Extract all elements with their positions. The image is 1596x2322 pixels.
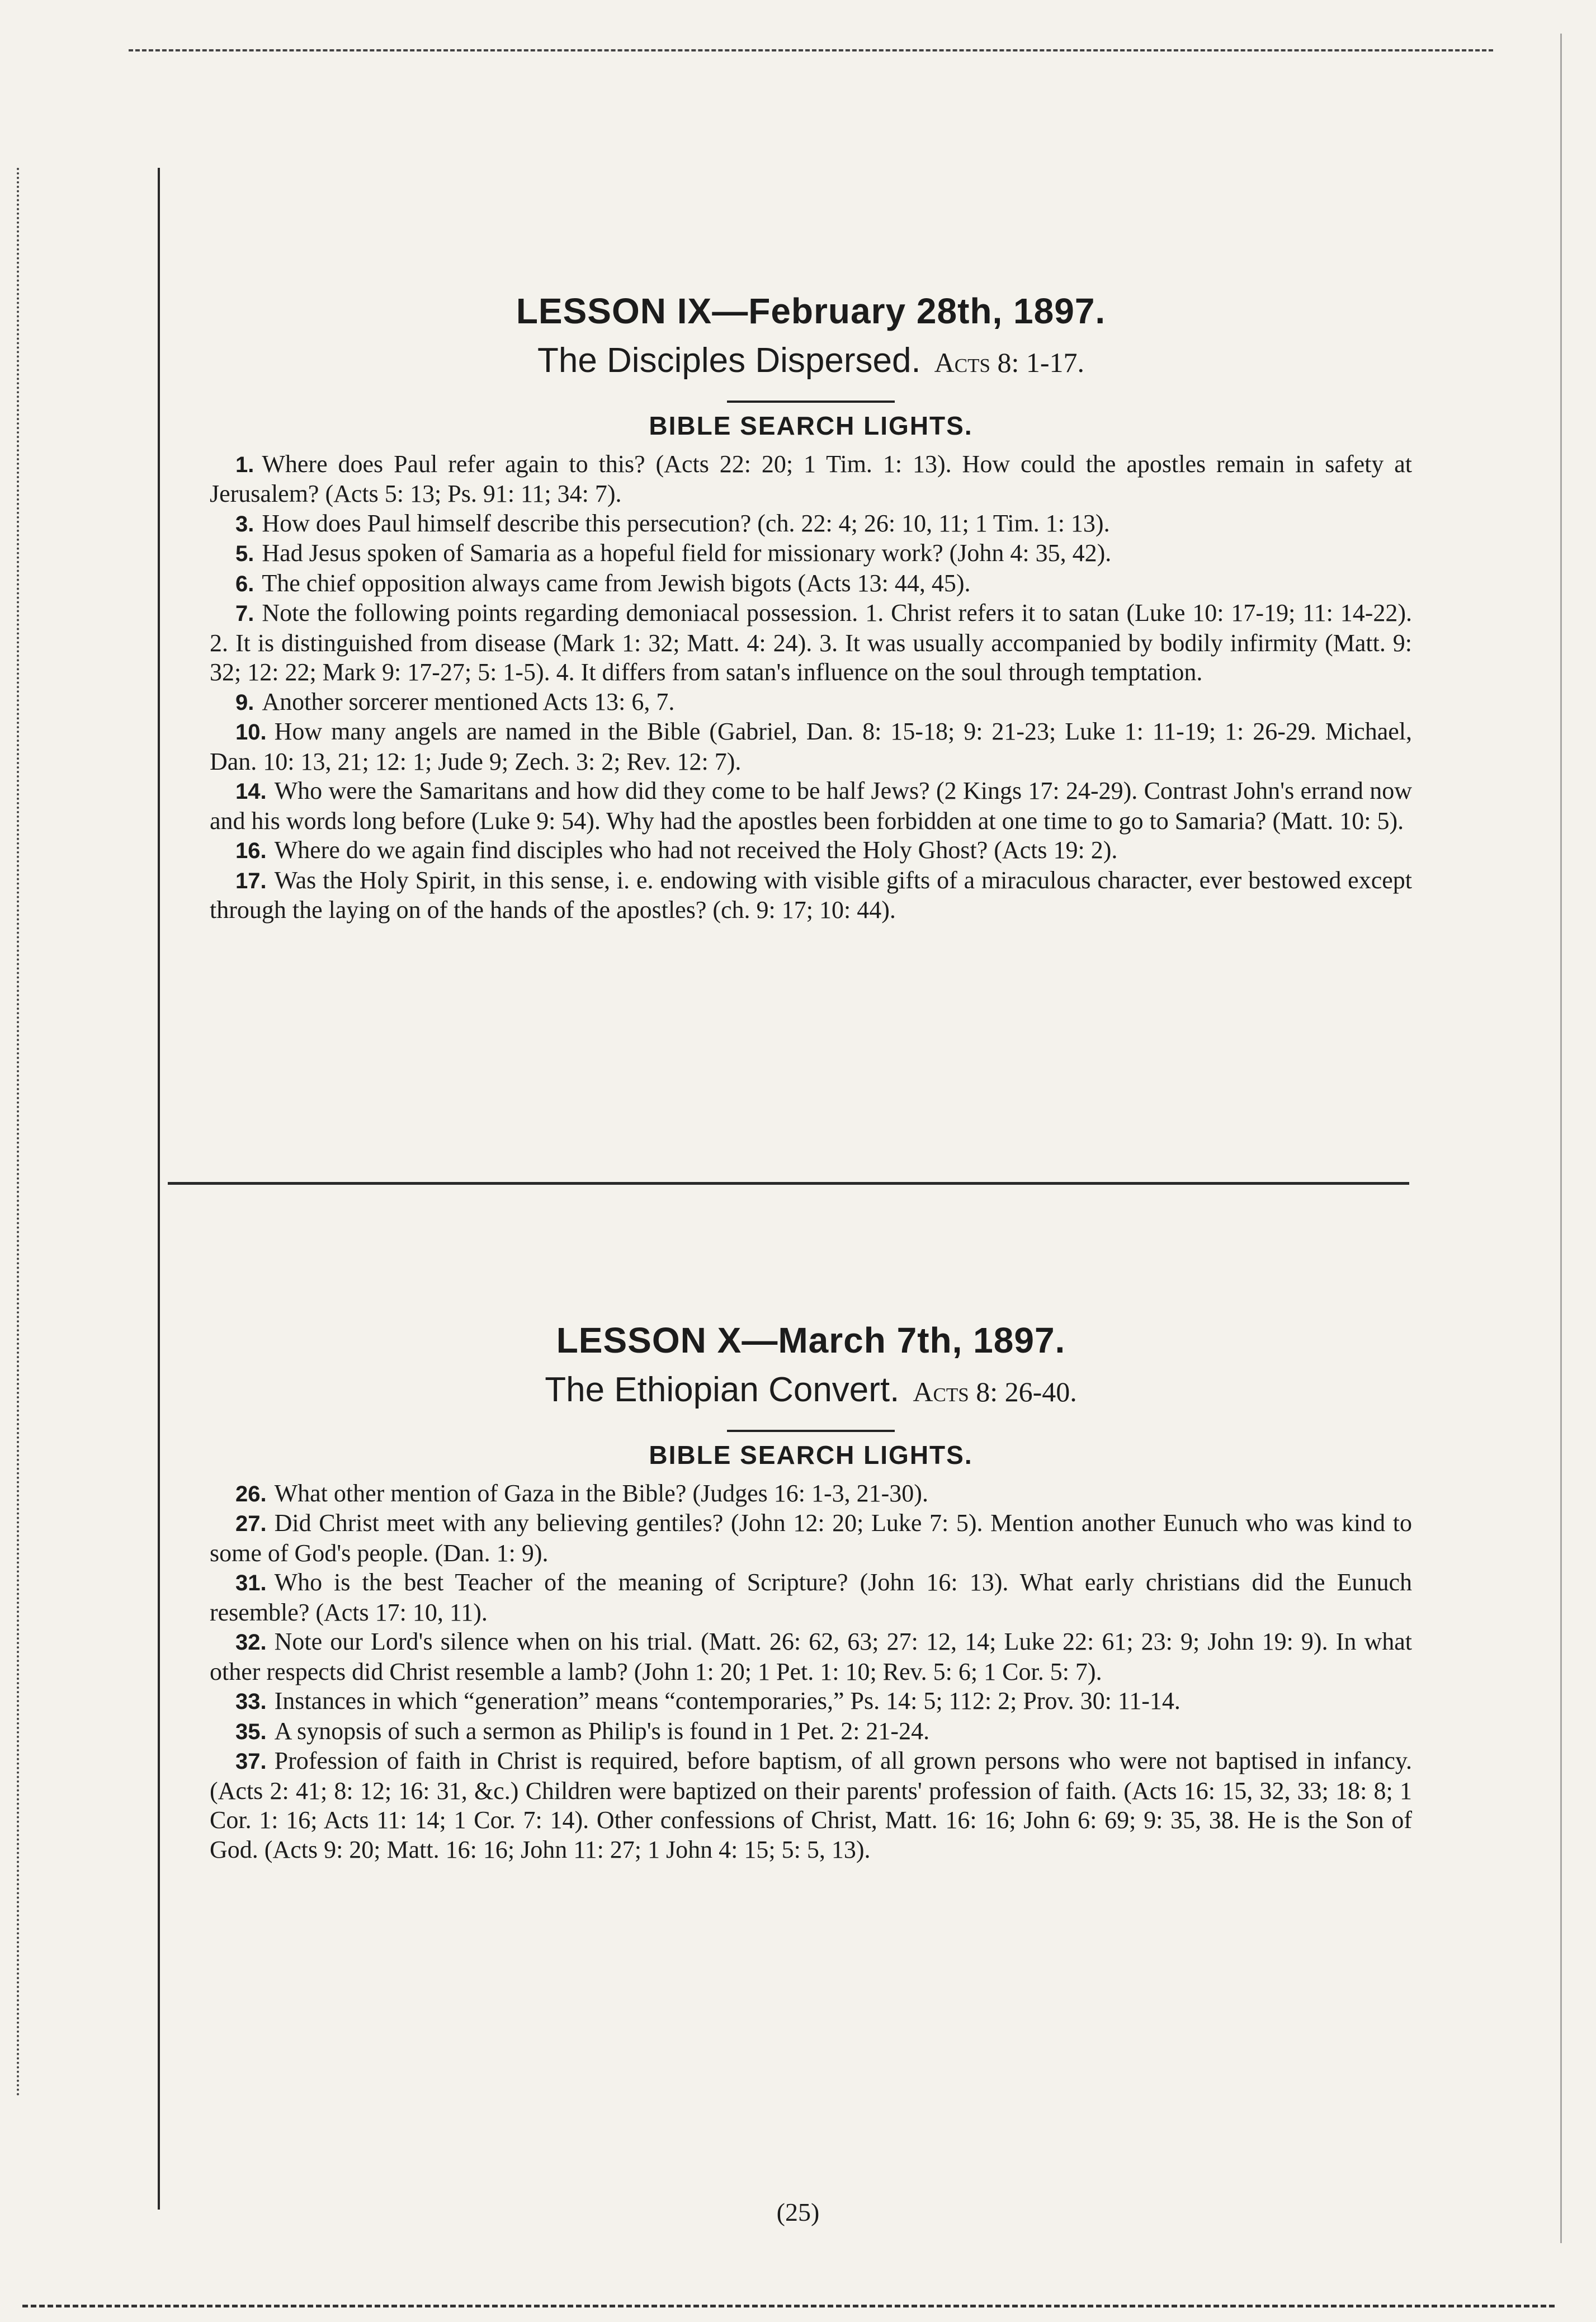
lesson-x-subtitle [210,1369,1412,1411]
lesson-x-subtitle-main: The Ethiopian Convert. [545,1370,900,1409]
bottom-border-line [22,2305,1555,2307]
item-text: Who is the best Teacher of the meaning of Scripture? (John 16: 13). What early christians did the Eunuch resemble? (Acts 17: 10, 11). [210,1569,1412,1626]
list-item [210,866,1412,925]
list-item [210,717,1412,776]
item-text: Who were the Samaritans and how did they come to be half Jews? (2 Kings 17: 24-29). Contrast John's errand now and his words long before (Luke 9: 54). Why had the apostles been forbidden at one time to go to Samaria? (Matt. 10: 5). [210,777,1412,835]
item-number: 3. [235,511,254,536]
list-item [210,1627,1412,1687]
list-item [210,509,1412,539]
item-text: Profession of faith in Christ is required, before baptism, of all grown persons who were not baptised in infancy. (Acts 2: 41; 8: 12; 16: 31, &c.) Children were baptized on their parents' profession of faith. (Acts 16: 15, 32, 33; 18: 8; 1 Cor. 1: 16; Acts 11: 14; 1 Cor. 7: 14). Other confessions of Christ, Matt. 16: 16; John 6: 69; 9: 35, 38. He is the Son of God. (Acts 9: 20; Matt. 16: 16; John 11: 27; 1 John 4: 15; 5: 5, 13). [210,1747,1412,1863]
item-number: 17. [235,868,267,893]
item-text: Note the following points regarding demoniacal possession. 1. Christ refers it to satan (Luke 10: 17-19; 11: 14-22). 2. It is distinguished from disease (Mark 1: 32; Matt. 4: 24). 3. It was usually accompanied by bodily infirmity (Matt. 9: 32; 12: 22; Mark 9: 17-27; 5: 1-5). 4. It differs from satan's influence on the soul through temptation. [210,599,1412,686]
list-item [210,539,1412,569]
item-number: 35. [235,1719,267,1744]
list-item [210,569,1412,599]
item-text: Was the Holy Spirit, in this sense, i. e. endowing with visible gifts of a miraculous character, ever bestowed except through the laying on of the hands of the apostles? (ch. 9: 17; 10: 44). [210,866,1412,924]
item-number: 6. [235,571,254,596]
item-number: 32. [235,1630,267,1655]
list-item [210,450,1412,509]
item-text: Did Christ meet with any believing gentiles? (John 12: 20; Luke 7: 5). Mention another Eunuch who was kind to some of God's people. (Dan. 1: 9). [210,1509,1412,1567]
list-item [210,1687,1412,1717]
item-text: Where do we again find disciples who had not received the Holy Ghost? (Acts 19: 2). [274,836,1118,864]
right-page-edge [1560,34,1562,2243]
list-item [210,687,1412,718]
item-text: Had Jesus spoken of Samaria as a hopeful field for missionary work? (John 4: 35, 42). [262,539,1112,567]
item-text: Where does Paul refer again to this? (Acts 22: 20; 1 Tim. 1: 13). How could the apostles remain in safety at Jerusalem? (Acts 5: 13; Ps. 91: 11; 34: 7). [210,450,1412,508]
heading-rule [727,1430,895,1432]
lesson-x-section-heading: BIBLE SEARCH LIGHTS. [649,1440,973,1469]
list-item [210,1568,1412,1627]
list-item [210,1509,1412,1568]
item-text: The chief opposition always came from Jewish bigots (Acts 13: 44, 45). [262,569,971,597]
item-number: 26. [235,1481,267,1506]
lesson-x-title: LESSON X—March 7th, 1897. [556,1320,1066,1360]
heading-rule [727,401,895,403]
item-number: 5. [235,541,254,567]
item-number: 27. [235,1511,267,1537]
lesson-ix-subtitle [210,340,1412,381]
item-number: 33. [235,1689,267,1715]
list-item [210,1717,1412,1747]
list-item [210,776,1412,836]
item-text: How many angels are named in the Bible (Gabriel, Dan. 8: 15-18; 9: 21-23; Luke 1: 11-19; 1: 26-29. Michael, Dan. 10: 13, 21; 12: 1; Jude 9; Zech. 3: 2; Rev. 12: 7). [210,718,1412,775]
lesson-x-items [210,1479,1412,1865]
item-number: 10. [235,720,267,745]
item-text: Instances in which “generation” means “contemporaries,” Ps. 14: 5; 112: 2; Prov. 30: 11-14. [274,1687,1181,1715]
lesson-ix-scripture-ref: Acts 8: 1-17. [934,346,1085,378]
lesson-ix-subtitle-main: The Disciples Dispersed. [537,341,921,380]
lesson-divider [168,1182,1409,1185]
lesson-x-section [210,1320,1412,1864]
lesson-x-scripture-ref: Acts 8: 26-40. [913,1376,1077,1407]
lesson-ix-items [210,450,1412,925]
item-number: 7. [235,601,254,627]
item-number: 9. [235,690,254,715]
item-number: 37. [235,1749,267,1774]
item-text: How does Paul himself describe this persecution? (ch. 22: 4; 26: 10, 11; 1 Tim. 1: 13). [262,509,1110,537]
item-text: A synopsis of such a sermon as Philip's is found in 1 Pet. 2: 21-24. [274,1717,930,1745]
list-item [210,599,1412,687]
lesson-ix-section-heading: BIBLE SEARCH LIGHTS. [649,411,973,440]
lesson-ix-section [210,291,1412,925]
item-number: 31. [235,1571,267,1596]
list-item [210,1479,1412,1509]
item-text: Another sorcerer mentioned Acts 13: 6, 7. [262,687,675,715]
item-number: 1. [235,452,254,477]
item-number: 14. [235,779,267,804]
list-item [210,1746,1412,1864]
list-item [210,836,1412,866]
item-text: What other mention of Gaza in the Bible? (Judges 16: 1-3, 21-30). [274,1479,928,1507]
left-margin-rule [158,168,160,2210]
item-number: 16. [235,839,267,864]
binding-edge [17,168,26,2098]
lesson-ix-title: LESSON IX—February 28th, 1897. [516,291,1106,331]
item-text: Note our Lord's silence when on his trial. (Matt. 26: 62, 63; 27: 12, 14; Luke 22: 61; 23: 9; John 19: 9). In what other respects did Christ resemble a lamb? (John 1: 20; 1 Pet. 1: 10; Rev. 5: 6; 1 Cor. 5: 7). [210,1628,1412,1685]
top-border-line [129,49,1493,51]
page-number: (25) [776,2198,820,2226]
